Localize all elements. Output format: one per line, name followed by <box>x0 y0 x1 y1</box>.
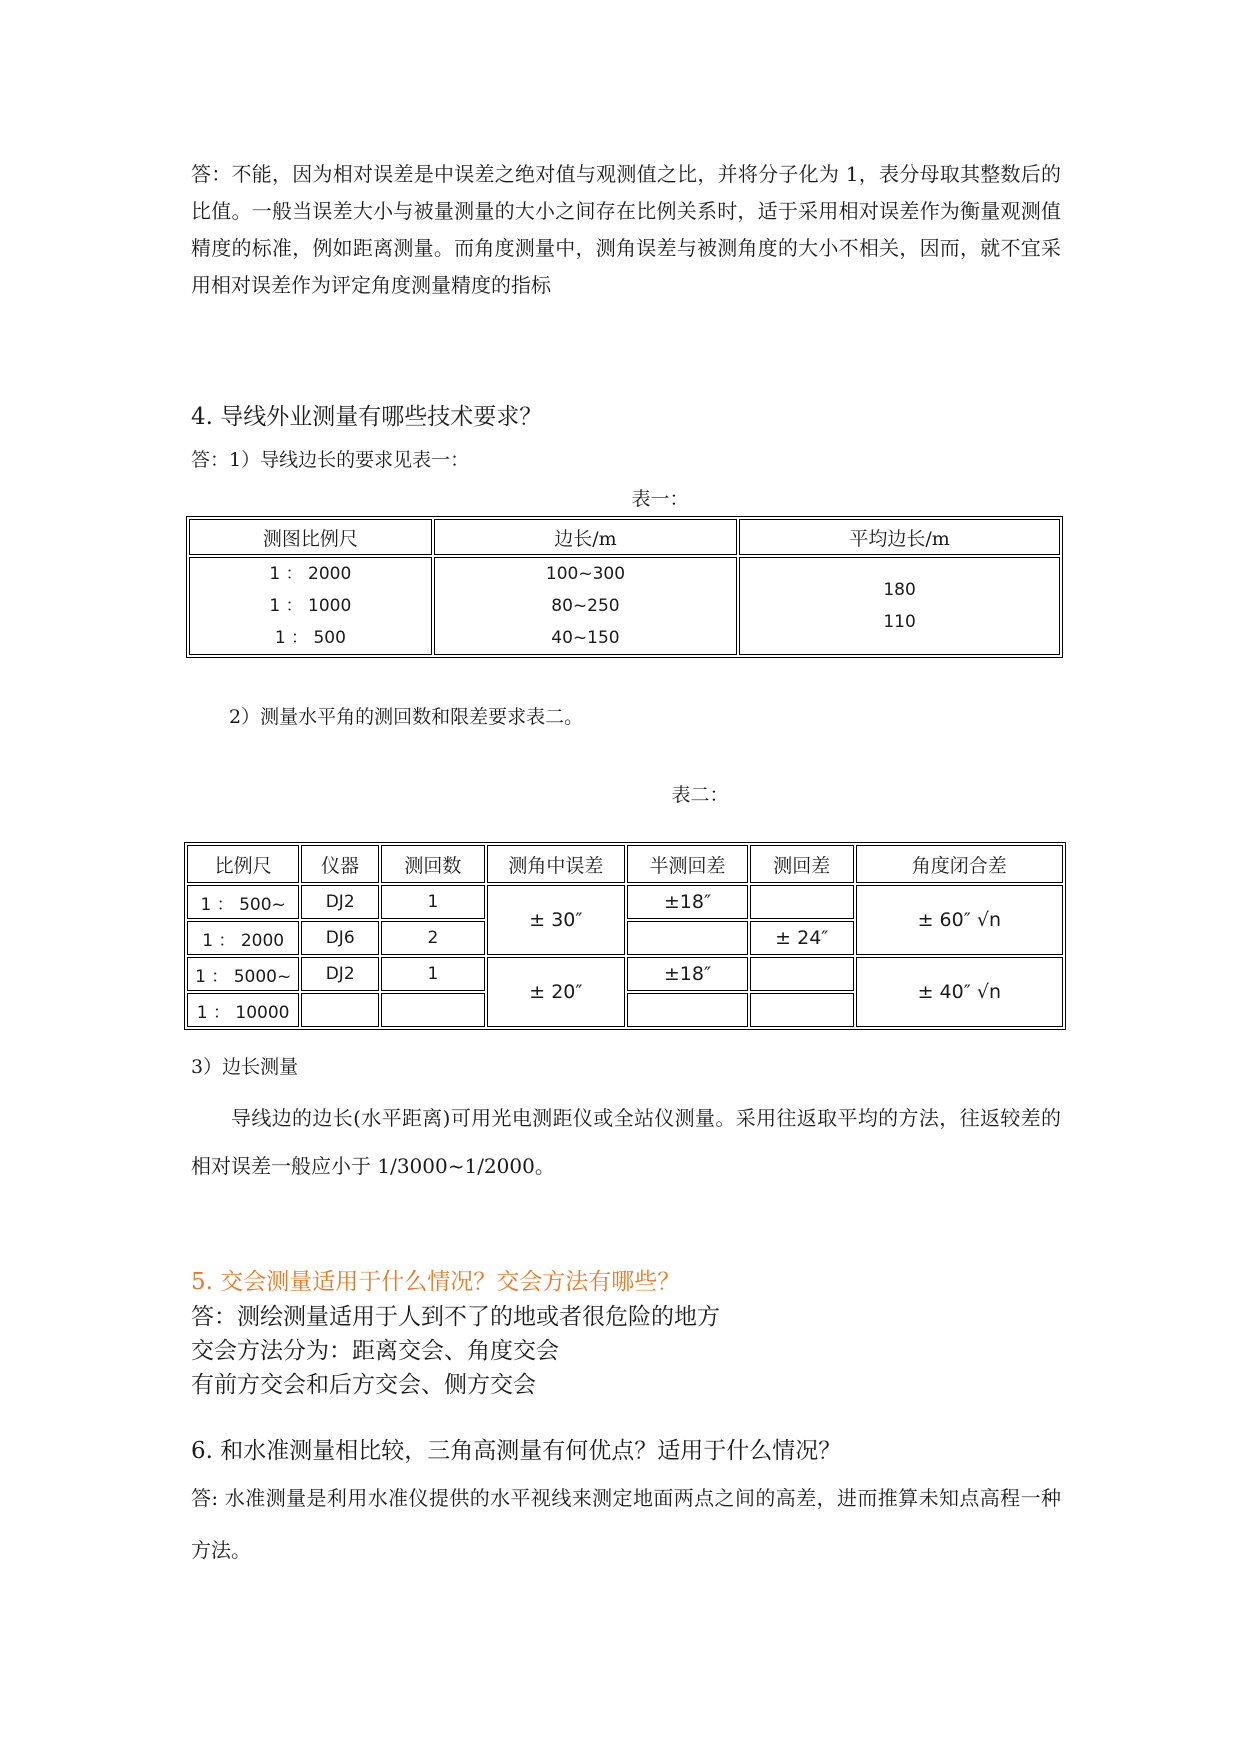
table-2-header: 测回差 <box>750 845 854 883</box>
avg-value: 180 <box>883 580 916 600</box>
question-4-answer-1: 答：1）导线边长的要求见表一： <box>191 449 470 471</box>
table-2-diff-cell <box>750 993 854 1027</box>
table-1-header: 平均边长/m <box>739 519 1060 555</box>
table-2-half-diff-cell <box>627 921 748 955</box>
table-2-closure-cell: ± 40″ √n <box>856 957 1063 1027</box>
table-1-scale-cell <box>189 557 432 655</box>
table-2-header: 半测回差 <box>627 845 748 883</box>
table-1-length-cell <box>434 557 737 655</box>
table-2-instrument-cell: DJ2 <box>301 957 379 991</box>
table-2-instrument-cell: DJ6 <box>301 921 379 955</box>
question-5-answer-1: 答：测绘测量适用于人到不了的地或者很危险的地方 <box>191 1304 720 1330</box>
length-value: 100~300 <box>545 564 626 584</box>
question-4-answer-2: 2）测量水平角的测回数和限差要求表二。 <box>229 706 584 728</box>
table-2-scale-cell: 1 ： 2000 <box>187 921 299 955</box>
length-value: 40~150 <box>551 628 620 648</box>
question-4-answer-3-body: 导线边的边长(水平距离)可用光电测距仪或全站仪测量。采用往返取平均的方法，往返较差的相对误差一般应小于 1/3000~1/2000。 <box>191 1106 1061 1178</box>
table-2-instrument-cell: DJ2 <box>301 885 379 919</box>
length-value: 80~250 <box>551 596 620 616</box>
table-2-header: 角度闭合差 <box>856 845 1063 883</box>
table-2-count-cell <box>381 993 485 1027</box>
scale-value: 1 ： 2000 <box>269 564 352 584</box>
table-2-scale-cell: 1 ： 5000~ <box>187 957 299 991</box>
table-2-scale-cell: 1 ： 500~ <box>187 885 299 919</box>
question-4-answer-3: 3）边长测量 <box>191 1056 299 1078</box>
table-2-header: 测角中误差 <box>487 845 625 883</box>
table-2-scale-cell: 1 ： 10000 <box>187 993 299 1027</box>
question-6-answer: 答: 水准测量是利用水准仪提供的水平视线来测定地面两点之间的高差，进而推算未知点高程一种方法。 <box>191 1486 1061 1562</box>
question-5-answer-3: 有前方交会和后方交会、侧方交会 <box>191 1372 536 1398</box>
table-1 <box>186 516 1063 658</box>
table-2-half-diff-cell <box>627 993 748 1027</box>
table-2-diff-cell: ± 24″ <box>750 921 854 955</box>
table-2-count-cell: 1 <box>381 885 485 919</box>
question-5-answer-2: 交会方法分为：距离交会、角度交会 <box>191 1338 559 1364</box>
table-1-header: 测图比例尺 <box>189 519 432 555</box>
table-2-count-cell: 1 <box>381 957 485 991</box>
table-2-caption: 表二： <box>671 784 729 806</box>
scale-value: 1 ： 1000 <box>269 596 352 616</box>
table-1-avg-cell <box>739 557 1060 655</box>
table-1-caption: 表一： <box>631 488 689 510</box>
table-2-header: 比例尺 <box>187 845 299 883</box>
table-2 <box>184 842 1066 1030</box>
table-2-header: 测回数 <box>381 845 485 883</box>
table-2-header: 仪器 <box>301 845 379 883</box>
table-2-count-cell: 2 <box>381 921 485 955</box>
table-2-angle-error-cell: ± 20″ <box>487 957 625 1027</box>
table-2-closure-cell: ± 60″ √n <box>856 885 1063 955</box>
avg-value: 110 <box>883 612 916 632</box>
table-2-diff-cell <box>750 885 854 919</box>
table-2-angle-error-cell: ± 30″ <box>487 885 625 955</box>
table-2-half-diff-cell: ±18″ <box>627 885 748 919</box>
table-2-instrument-cell <box>301 993 379 1027</box>
scale-value: 1 ： 500 <box>274 628 346 648</box>
question-6-heading: 6. 和水准测量相比较，三角高测量有何优点？适用于什么情况？ <box>191 1438 842 1464</box>
table-2-half-diff-cell: ±18″ <box>627 957 748 991</box>
table-2-diff-cell <box>750 957 854 991</box>
table-1-header: 边长/m <box>434 519 737 555</box>
question-5-heading: 5. 交会测量适用于什么情况？交会方法有哪些？ <box>191 1269 681 1295</box>
question-4-heading: 4. 导线外业测量有哪些技术要求？ <box>191 404 543 430</box>
answer-paragraph-3: 答：不能，因为相对误差是中误差之绝对值与观测值之比，并将分子化为 1，表分母取其整数后的比值。一般当误差大小与被量测量的大小之间存在比例关系时，适于采用相对误差作为衡量观测值精度的标准，例如距离测量。而角度测量中，测角误差与被测角度的大小不相关，因而，就不宜采用相对误差作为评定角度测量精度的指标 <box>191 162 1061 297</box>
